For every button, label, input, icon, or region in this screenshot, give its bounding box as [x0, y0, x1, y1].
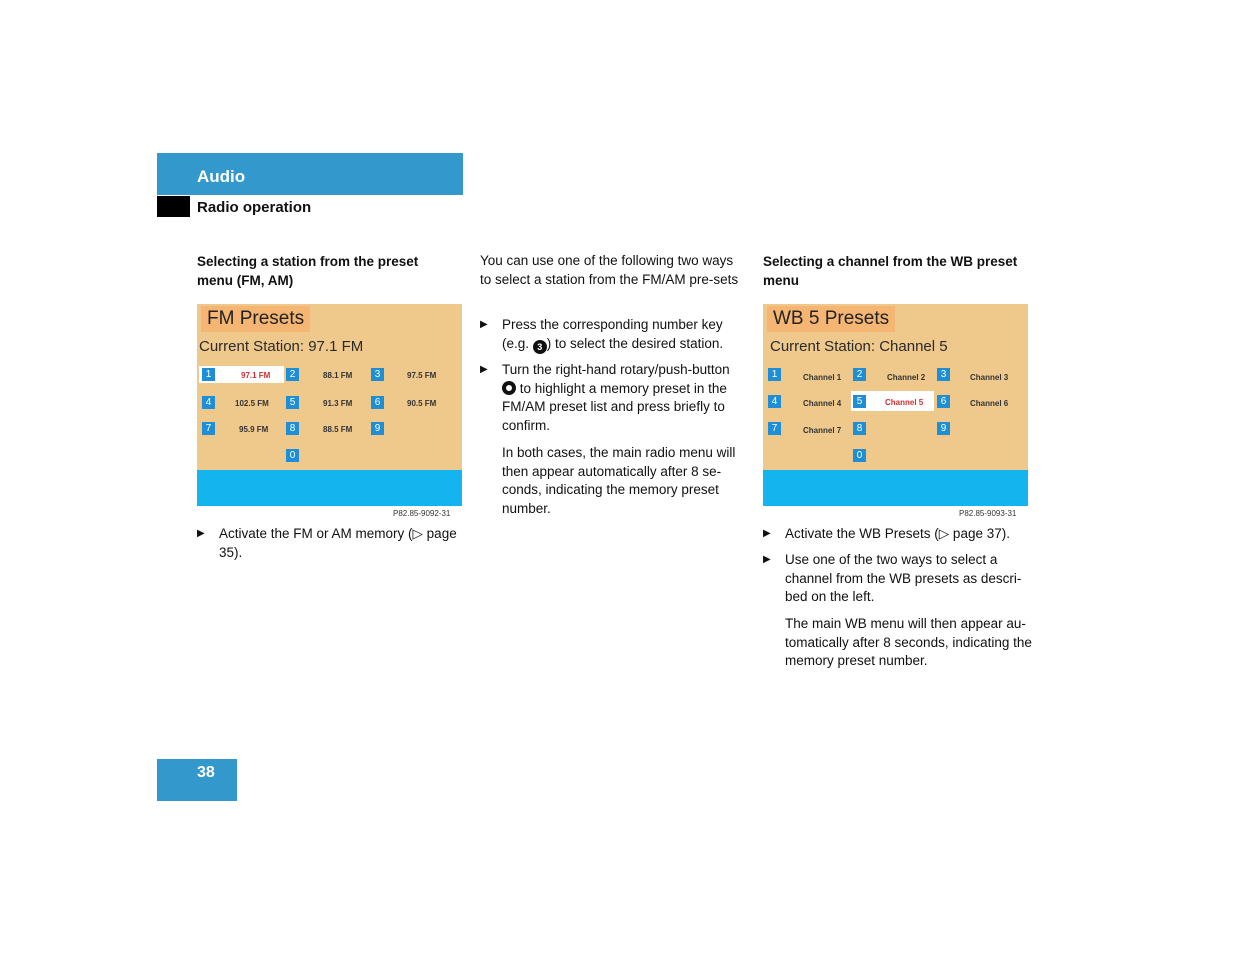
wb-heading: Selecting a channel from the WB preset menu: [763, 254, 1018, 288]
wb-preset-label: Channel 5: [885, 398, 924, 407]
col2-note: In both cases, the main radio menu will then appear automatically after 8 se-conds, indicating the memory preset number.: [502, 445, 736, 516]
fm-preset-label: 88.1 FM: [323, 371, 353, 380]
fm-preset-key[interactable]: 2: [286, 368, 299, 381]
fm-preset-label: 97.5 FM: [407, 371, 437, 380]
fm-preset-label: 102.5 FM: [235, 399, 269, 408]
wb-preset-label: Channel 6: [970, 399, 1009, 408]
fm-step-1: [197, 525, 462, 562]
rotary-knob-icon: [502, 381, 516, 395]
fm-preset-label: 97.1 FM: [241, 371, 271, 380]
wb-step-2-text: Use one of the two ways to select a channel from the WB presets as descri-bed on the left.: [785, 552, 1022, 604]
fm-preset-key[interactable]: 5: [286, 396, 299, 409]
fm-heading: Selecting a station from the preset menu (FM, AM): [197, 254, 419, 288]
wb-preset-label: Channel 4: [803, 399, 842, 408]
subsection-marker: [157, 196, 190, 217]
wb-preset-key[interactable]: 7: [768, 422, 781, 435]
fm-selected-highlight: [199, 366, 284, 383]
wb-step-1-text: Activate the WB Presets (▷ page 37).: [785, 526, 1010, 541]
wb-preset-key[interactable]: 0: [853, 449, 866, 462]
fm-preset-key[interactable]: 1: [202, 368, 215, 381]
fm-preset-key[interactable]: 3: [371, 368, 384, 381]
fm-screen-band: [197, 470, 462, 506]
bullet-icon: ▶: [763, 554, 771, 565]
section-title: Audio: [197, 167, 246, 186]
fm-figure-code: P82.85-9092-31: [393, 509, 451, 518]
fm-preset-label: 91.3 FM: [323, 399, 353, 408]
fm-step-1-text: Activate the FM or AM memory (▷ page 35).: [219, 526, 457, 560]
fm-preset-key[interactable]: 0: [286, 449, 299, 462]
page-number: 38: [197, 764, 215, 781]
fm-preset-label: 88.5 FM: [323, 425, 353, 434]
fm-preset-key[interactable]: 7: [202, 422, 215, 435]
col2-step-2: [480, 361, 746, 435]
fm-preset-key[interactable]: 6: [371, 396, 384, 409]
wb-preset-label: Channel 3: [970, 373, 1009, 382]
col2-step-1-a: Press the corresponding number key (e.g.: [502, 317, 723, 351]
col2-step-1-b: ) to select the desired station.: [546, 335, 724, 351]
wb-note: The main WB menu will then appear au-tomatically after 8 seconds, indicating the memory preset number.: [785, 616, 1032, 668]
wb-preset-key[interactable]: 8: [853, 422, 866, 435]
bullet-icon: ▶: [197, 528, 205, 539]
fm-preset-key[interactable]: 8: [286, 422, 299, 435]
wb-screen-band: [763, 470, 1028, 506]
wb-step-1: [763, 525, 1033, 544]
wb-preset-key[interactable]: 5: [853, 395, 866, 408]
col2-step-2-b: to highlight a memory preset in the FM/AM preset list and press briefly to confirm.: [502, 380, 727, 433]
col2-step-2-a: Turn the right-hand rotary/push-button: [502, 362, 730, 377]
wb-selected-highlight: [851, 391, 934, 411]
col2-step-1: [480, 316, 746, 354]
wb-preset-label: Channel 7: [803, 426, 842, 435]
wb-preset-label: Channel 2: [887, 373, 926, 382]
fm-preset-label: 90.5 FM: [407, 399, 437, 408]
wb-step-2: [763, 551, 1033, 607]
wb-screen-title: WB 5 Presets: [767, 306, 895, 332]
wb-preset-key[interactable]: 9: [937, 422, 950, 435]
fm-preset-label: 95.9 FM: [239, 425, 269, 434]
bullet-icon: ▶: [480, 319, 488, 330]
wb-current-station: Current Station: Channel 5: [770, 338, 948, 355]
fm-current-station: Current Station: 97.1 FM: [199, 338, 364, 355]
wb-figure-code: P82.85-9093-31: [959, 509, 1017, 518]
fm-screen-title: FM Presets: [201, 306, 310, 332]
col2-intro: You can use one of the following two ways to select a station from the FM/AM pre-sets: [480, 253, 739, 287]
bullet-icon: ▶: [480, 364, 488, 375]
wb-presets-screen: [763, 304, 1028, 506]
wb-preset-key[interactable]: 1: [768, 368, 781, 381]
wb-preset-key[interactable]: 4: [768, 395, 781, 408]
bullet-icon: ▶: [763, 528, 771, 539]
subsection-title: Radio operation: [197, 199, 312, 216]
fm-preset-key[interactable]: 4: [202, 396, 215, 409]
fm-presets-screen: [197, 304, 462, 506]
fm-preset-key[interactable]: 9: [371, 422, 384, 435]
wb-preset-label: Channel 1: [803, 373, 842, 382]
wb-preset-key[interactable]: 6: [937, 395, 950, 408]
number-key-3-icon: 3: [533, 340, 547, 354]
wb-preset-key[interactable]: 2: [853, 368, 866, 381]
wb-preset-key[interactable]: 3: [937, 368, 950, 381]
